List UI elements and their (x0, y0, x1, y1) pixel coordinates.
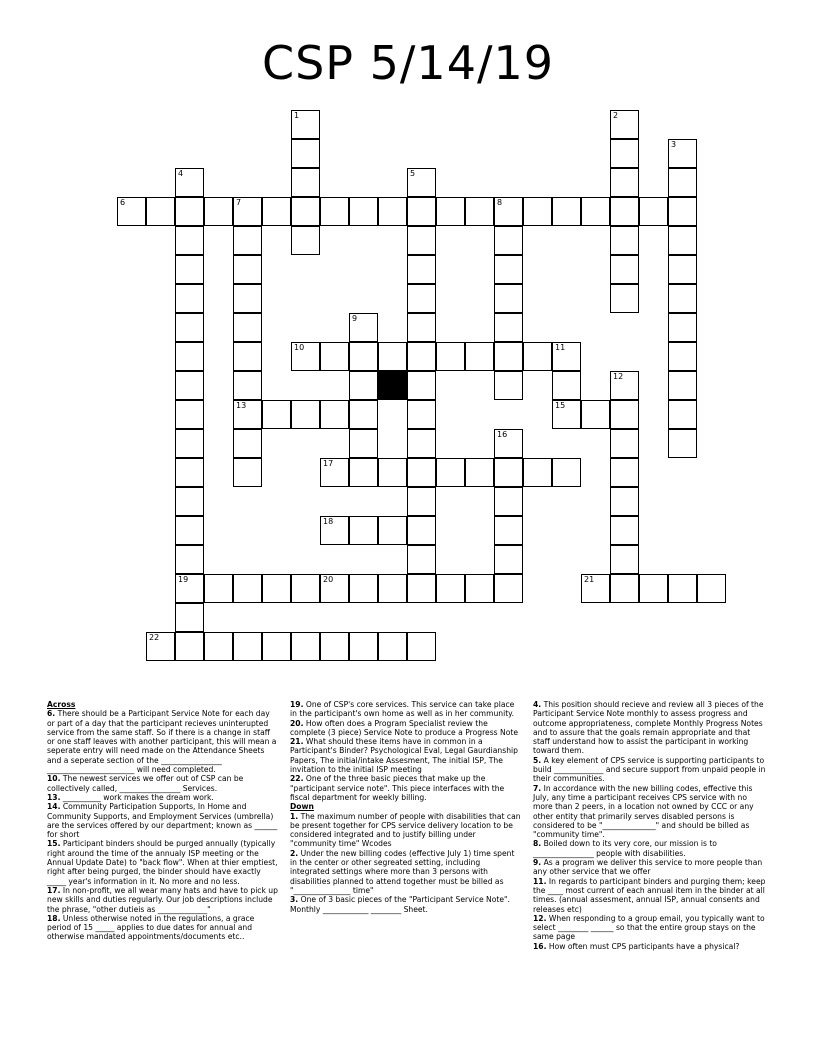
grid-cell[interactable] (175, 168, 204, 197)
clue-number: 13 (236, 401, 247, 410)
grid-cell[interactable] (146, 632, 175, 661)
grid-cell[interactable] (175, 458, 204, 487)
grid-cell[interactable] (175, 226, 204, 255)
grid-cell[interactable] (610, 458, 639, 487)
grid-cell[interactable] (233, 371, 262, 400)
clue-number-label: 20. (290, 718, 304, 728)
clue-item (290, 812, 522, 849)
grid-cell[interactable] (407, 545, 436, 574)
grid-cell[interactable] (233, 197, 262, 226)
grid-cell[interactable] (610, 545, 639, 574)
grid-cell[interactable] (233, 458, 262, 487)
grid-cell[interactable] (378, 197, 407, 226)
clue-item (533, 700, 769, 756)
clue-number-label: 6. (47, 709, 56, 719)
grid-cell[interactable] (465, 574, 494, 603)
grid-cell[interactable] (494, 255, 523, 284)
clue-item (290, 700, 522, 719)
clue-number-label: 5. (533, 755, 542, 765)
grid-cell[interactable] (668, 313, 697, 342)
clue-number-label: 7. (533, 783, 542, 793)
clue-text: The maximum number of people with disabilities that can be present together for CPS service delivery location to be considered integrated and to justify billing under "community time" Wcodes (290, 811, 521, 849)
down-heading: Down (290, 802, 314, 812)
grid-cell[interactable] (378, 458, 407, 487)
grid-cell[interactable] (552, 458, 581, 487)
grid-cell[interactable] (407, 226, 436, 255)
grid-cell[interactable] (378, 342, 407, 371)
grid-cell[interactable] (349, 458, 378, 487)
grid-cell[interactable] (320, 197, 349, 226)
clue-number: 20 (323, 575, 334, 584)
clue-text: Community Participation Supports, In Home and Community Supports, and Employment Services (umbrella) are the services offered by our department; known as ______ for short (47, 802, 278, 840)
clue-number-label: 19. (290, 700, 304, 709)
grid-cell[interactable] (494, 284, 523, 313)
clue-item (47, 839, 279, 885)
grid-cell[interactable] (610, 226, 639, 255)
clue-item (533, 756, 769, 784)
clue-number-label: 10. (47, 774, 61, 784)
grid-cell[interactable] (668, 371, 697, 400)
grid-cell[interactable] (320, 574, 349, 603)
grid-cell[interactable] (436, 197, 465, 226)
grid-cell[interactable] (436, 574, 465, 603)
grid-cell[interactable] (552, 371, 581, 400)
grid-cell[interactable] (407, 458, 436, 487)
grid-cell[interactable] (262, 197, 291, 226)
grid-cell[interactable] (291, 139, 320, 168)
clue-number-label: 2. (290, 848, 299, 858)
clue-item (290, 895, 522, 914)
clue-text: One of the three basic pieces that make up the "participant service note". This piece interfaces with the fiscal department for weekly billing. (290, 774, 505, 802)
clue-number-label: 4. (533, 700, 542, 709)
clue-item (290, 849, 522, 895)
grid-cell[interactable] (204, 574, 233, 603)
clue-number: 19 (178, 575, 189, 584)
grid-cell[interactable] (407, 487, 436, 516)
grid-cell[interactable] (436, 458, 465, 487)
clue-number: 8 (497, 198, 503, 207)
grid-cell[interactable] (349, 342, 378, 371)
grid-cell[interactable] (552, 400, 581, 429)
grid-cell[interactable] (320, 632, 349, 661)
clue-number: 16 (497, 430, 508, 439)
grid-cell[interactable] (523, 458, 552, 487)
clue-item (533, 914, 769, 942)
clue-number: 12 (613, 372, 624, 381)
grid-cell[interactable] (639, 574, 668, 603)
clue-text: Boiled down to its very core, our mission is to ________________ people with disabilities. (533, 839, 717, 858)
grid-cell[interactable] (349, 574, 378, 603)
grid-cell[interactable] (668, 400, 697, 429)
grid-cell[interactable] (262, 632, 291, 661)
clue-number-label: 9. (533, 858, 542, 868)
clue-number-label: 18. (47, 913, 61, 923)
grid-cell[interactable] (204, 632, 233, 661)
grid-cell[interactable] (407, 429, 436, 458)
clue-number: 15 (555, 401, 566, 410)
grid-cell[interactable] (494, 313, 523, 342)
grid-cell[interactable] (175, 284, 204, 313)
grid-cell[interactable] (494, 516, 523, 545)
grid-cell[interactable] (407, 255, 436, 284)
clue-item (533, 839, 769, 858)
clues-column-1 (47, 700, 279, 942)
clue-number-label: 11. (533, 876, 547, 886)
clue-item (533, 784, 769, 840)
grid-cell[interactable] (668, 284, 697, 313)
black-cell (378, 371, 407, 400)
grid-cell[interactable] (407, 371, 436, 400)
grid-cell[interactable] (523, 197, 552, 226)
grid-cell[interactable] (407, 342, 436, 371)
clue-text: As a program we deliver this service to more people than any other service that we offer (533, 858, 763, 877)
grid-cell[interactable] (668, 255, 697, 284)
clue-number-label: 16. (533, 941, 547, 951)
clue-text: This position should recieve and review all 3 pieces of the Participant Service Note monthly to assess progress and outcome appropriateness, complete Monthly Progress Notes and to assure that the goals remain appropriate and that staff understand how to assist the participant in working toward them. (533, 700, 764, 756)
clue-text: How often does a Program Specialist review the complete (3 piece) Service Note to produce a Progress Note (290, 718, 519, 737)
grid-cell[interactable] (610, 516, 639, 545)
grid-cell[interactable] (407, 197, 436, 226)
grid-cell[interactable] (407, 516, 436, 545)
grid-cell[interactable] (146, 197, 175, 226)
clue-number: 22 (149, 633, 160, 642)
grid-cell[interactable] (175, 197, 204, 226)
grid-cell[interactable] (465, 458, 494, 487)
grid-cell[interactable] (349, 429, 378, 458)
grid-cell[interactable] (175, 487, 204, 516)
clue-text: There should be a Participant Service Note for each day or part of a day that the participant recieves uninterupted service from the same staff. So if there is a change in staff or one staff leaves with another participant, this will mean a seperate entry will need made on the Attendance Sheets and a seperate section of the ________________ _______________________ will need completed. (47, 709, 277, 775)
grid-cell[interactable] (610, 429, 639, 458)
across-heading: Across (47, 700, 76, 709)
grid-cell[interactable] (349, 197, 378, 226)
clue-number-label: 21. (290, 737, 304, 747)
clue-item (47, 914, 279, 942)
clue-number-label: 1. (290, 811, 299, 821)
grid-cell[interactable] (117, 197, 146, 226)
grid-cell[interactable] (494, 458, 523, 487)
grid-cell[interactable] (175, 400, 204, 429)
clue-item (47, 886, 279, 914)
grid-cell[interactable] (407, 168, 436, 197)
grid-cell[interactable] (610, 574, 639, 603)
clue-number-label: 13. (47, 792, 61, 802)
grid-cell[interactable] (610, 371, 639, 400)
grid-cell[interactable] (407, 400, 436, 429)
grid-cell[interactable] (262, 400, 291, 429)
grid-cell[interactable] (320, 516, 349, 545)
clue-text: In regards to participant binders and purging them; keep the ____ most current of each annual item in the binder at all times. (annual assesment, annual ISP, annual consents and releases etc) (533, 876, 766, 914)
grid-cell[interactable] (610, 487, 639, 516)
clue-number-label: 3. (290, 895, 299, 905)
clue-number: 18 (323, 517, 334, 526)
grid-cell[interactable] (610, 284, 639, 313)
clue-text: When responding to a group email, you typically want to select ________ ______ so that the entire group stays on the same page (533, 913, 765, 942)
grid-cell[interactable] (552, 342, 581, 371)
grid-cell[interactable] (291, 197, 320, 226)
grid-cell[interactable] (552, 197, 581, 226)
grid-cell[interactable] (610, 197, 639, 226)
grid-cell[interactable] (378, 574, 407, 603)
grid-cell[interactable] (175, 574, 204, 603)
grid-cell[interactable] (175, 429, 204, 458)
grid-cell[interactable] (407, 313, 436, 342)
grid-cell[interactable] (610, 139, 639, 168)
clue-number: 9 (352, 314, 358, 323)
clue-text: How often must CPS participants have a physical? (546, 941, 740, 951)
clue-text: One of CSP's core services. This service can take place in the participant's own home as well as in her community. (290, 700, 515, 719)
grid-cell[interactable] (320, 458, 349, 487)
clue-item (47, 709, 279, 774)
grid-cell[interactable] (175, 516, 204, 545)
clue-number: 4 (178, 169, 184, 178)
grid-cell[interactable] (262, 574, 291, 603)
grid-cell[interactable] (349, 371, 378, 400)
grid-cell[interactable] (378, 632, 407, 661)
grid-cell[interactable] (349, 632, 378, 661)
clue-number: 1 (294, 111, 300, 120)
grid-cell[interactable] (494, 342, 523, 371)
grid-cell[interactable] (291, 342, 320, 371)
grid-cell[interactable] (494, 197, 523, 226)
grid-cell[interactable] (349, 400, 378, 429)
grid-cell[interactable] (668, 429, 697, 458)
grid-cell[interactable] (233, 632, 262, 661)
clue-text: In accordance with the new billing codes, effective this July, any time a participant receives CPS service with no more than 2 peers, in a location not owned by CCC or any other entity that primarily serves disabled persons is considered to be "______________" and should be billed as "community time". (533, 783, 754, 840)
grid-cell[interactable] (494, 545, 523, 574)
grid-cell[interactable] (175, 313, 204, 342)
grid-cell[interactable] (581, 574, 610, 603)
grid-cell[interactable] (291, 632, 320, 661)
grid-cell[interactable] (233, 574, 262, 603)
grid-cell[interactable] (233, 313, 262, 342)
clue-number-label: 15. (47, 839, 61, 849)
grid-cell[interactable] (407, 284, 436, 313)
grid-cell[interactable] (175, 632, 204, 661)
grid-cell[interactable] (233, 400, 262, 429)
clue-text: One of 3 basic pieces of the "Participant Service Note". Monthly ____________ ________ Sheet. (290, 895, 510, 914)
grid-cell[interactable] (465, 197, 494, 226)
grid-cell[interactable] (407, 574, 436, 603)
clue-text: __________ work makes the dream work. (60, 792, 214, 802)
grid-cell[interactable] (639, 197, 668, 226)
grid-cell[interactable] (610, 255, 639, 284)
clue-item (533, 877, 769, 914)
grid-cell[interactable] (668, 168, 697, 197)
grid-cell[interactable] (175, 603, 204, 632)
clues-column-2 (290, 700, 522, 914)
puzzle-title: CSP 5/14/19 (261, 36, 554, 90)
grid-cell[interactable] (175, 255, 204, 284)
clue-number-label: 17. (47, 885, 61, 895)
grid-cell[interactable] (204, 197, 233, 226)
grid-cell[interactable] (436, 342, 465, 371)
clue-number-label: 22. (290, 774, 304, 784)
grid-cell[interactable] (494, 371, 523, 400)
grid-cell[interactable] (233, 284, 262, 313)
clue-item (290, 719, 522, 738)
grid-cell[interactable] (291, 168, 320, 197)
grid-cell[interactable] (175, 371, 204, 400)
clue-number: 6 (120, 198, 126, 207)
clue-number: 5 (410, 169, 416, 178)
grid-cell[interactable] (668, 197, 697, 226)
clue-number: 11 (555, 343, 566, 352)
clue-item (47, 774, 279, 793)
grid-cell[interactable] (494, 429, 523, 458)
clue-item (533, 942, 769, 951)
clue-item (47, 802, 279, 839)
clue-text: Under the new billing codes (effective July 1) time spent in the center or other segreated setting, including integrated settings where more than 3 persons with disabilities planned to attend together must be billed as "_______________ time" (290, 848, 515, 895)
grid-cell[interactable] (494, 574, 523, 603)
grid-cell[interactable] (581, 400, 610, 429)
clue-text: Participant binders should be purged annually (typically right around the time of the annualy ISP meeting or the Annual Update Date) to "back flow". When at thier emptiest, right after being purged, the binder should have exactly _____ year's information in it. No more and no less. (47, 839, 278, 886)
grid-cell[interactable] (523, 342, 552, 371)
grid-cell[interactable] (407, 632, 436, 661)
clue-item (290, 774, 522, 802)
grid-cell[interactable] (610, 168, 639, 197)
grid-cell[interactable] (668, 226, 697, 255)
grid-cell[interactable] (697, 574, 726, 603)
grid-cell[interactable] (291, 226, 320, 255)
grid-cell[interactable] (668, 342, 697, 371)
grid-cell[interactable] (233, 342, 262, 371)
grid-cell[interactable] (465, 342, 494, 371)
grid-cell[interactable] (668, 139, 697, 168)
grid-cell[interactable] (175, 342, 204, 371)
clue-item (533, 858, 769, 877)
grid-cell[interactable] (610, 400, 639, 429)
grid-cell[interactable] (291, 574, 320, 603)
clue-text: Unless otherwise noted in the regulations, a grace period of 15 _____ applies to due dates for annual and otherwise mandated appointments/documents etc.. (47, 913, 255, 942)
grid-cell[interactable] (610, 110, 639, 139)
clue-item (290, 737, 522, 774)
grid-cell[interactable] (349, 516, 378, 545)
clue-number: 3 (671, 140, 677, 149)
grid-cell[interactable] (349, 313, 378, 342)
clue-number-label: 14. (47, 802, 61, 812)
grid-cell[interactable] (581, 197, 610, 226)
clue-number: 10 (294, 343, 305, 352)
grid-cell[interactable] (494, 487, 523, 516)
grid-cell[interactable] (175, 545, 204, 574)
clue-number-label: 8. (533, 839, 542, 849)
clue-text: What should these items have in common in a Participant's Binder? Psychological Eval, Legal Gaurdianship Papers, The initial/intake Assesment, The initial ISP, The invitation to the initial ISP meeting (290, 737, 518, 775)
clue-number: 17 (323, 459, 334, 468)
clue-item (47, 793, 279, 802)
grid-cell[interactable] (494, 226, 523, 255)
clue-number: 21 (584, 575, 595, 584)
clue-number-label: 12. (533, 913, 547, 923)
clue-text: In non-profit, we all wear many hats and have to pick up new skills and duties regularly. Our job descriptions include the phrase, "other dutieis as _____________" (47, 885, 278, 914)
grid-cell[interactable] (320, 400, 349, 429)
clues-column-3 (533, 700, 769, 951)
grid-cell[interactable] (668, 574, 697, 603)
clue-text: A key element of CPS service is supporting participants to build _____________ and secure support from unpaid people in their communities. (533, 755, 766, 784)
grid-cell[interactable] (233, 429, 262, 458)
grid-cell[interactable] (233, 255, 262, 284)
grid-cell[interactable] (233, 226, 262, 255)
grid-cell[interactable] (320, 342, 349, 371)
clue-text: The newest services we offer out of CSP can be collectively called, ________________ Services. (47, 774, 244, 793)
grid-cell[interactable] (291, 400, 320, 429)
grid-cell[interactable] (378, 516, 407, 545)
clue-number: 2 (613, 111, 619, 120)
grid-cell[interactable] (291, 110, 320, 139)
clue-number: 7 (236, 198, 242, 207)
